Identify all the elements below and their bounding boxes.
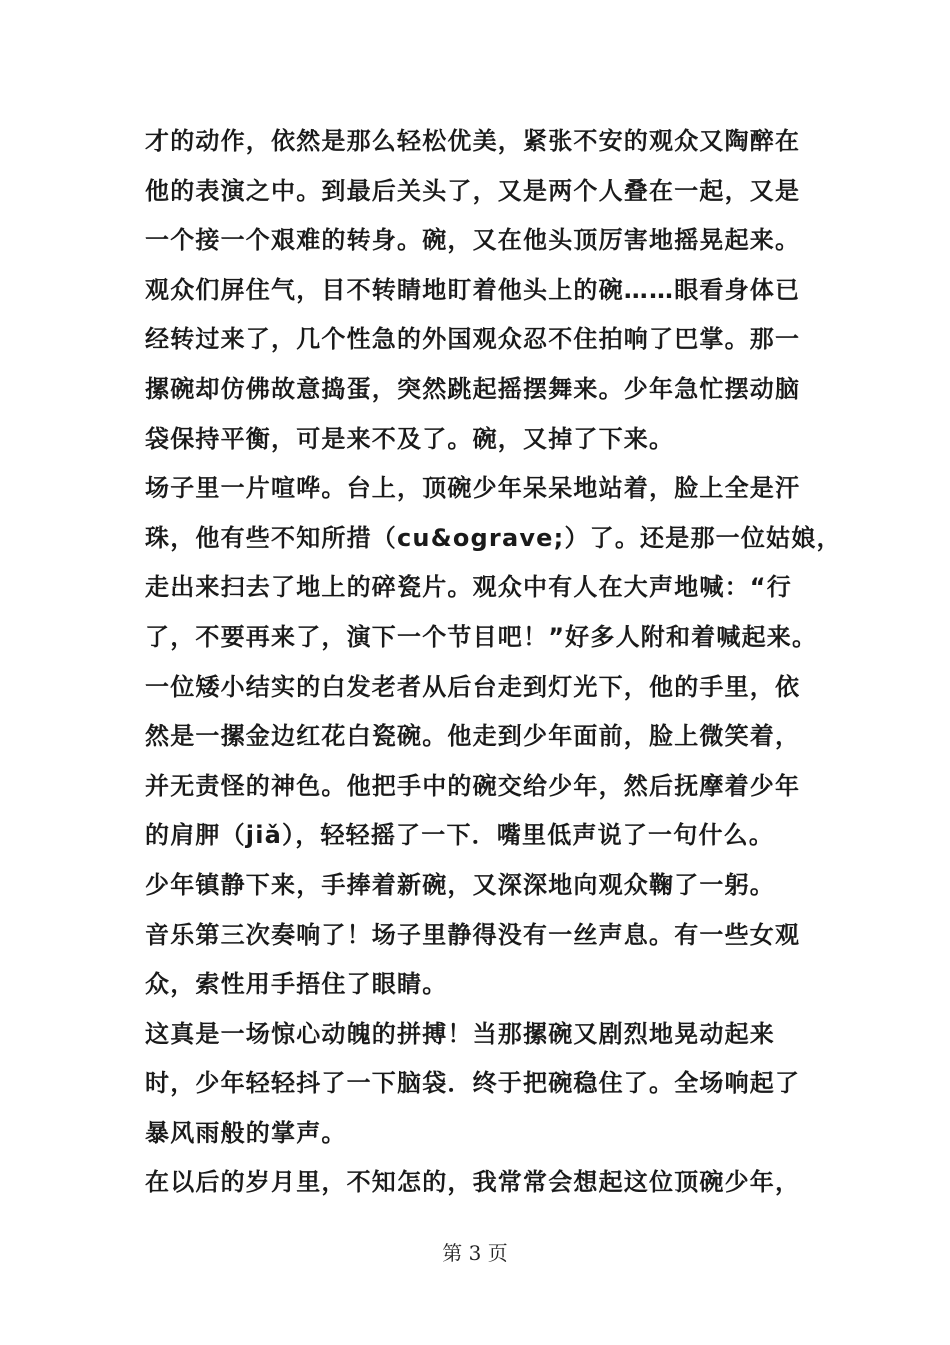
text-line: 他的表演之中。到最后关头了，又是两个人叠在一起，又是: [145, 176, 801, 205]
text-line: 场子里一片喧哗。台上，顶碗少年呆呆地站着，脸上全是汗: [145, 474, 801, 503]
text-line: 众，索性用手捂住了眼睛。: [145, 970, 448, 999]
text-line: 时，少年轻轻抖了一下脑袋．终于把碗稳住了。全场响起了: [145, 1069, 801, 1098]
text-line: 袋保持平衡，可是来不及了。碗，又掉了下来。: [145, 424, 675, 453]
body-text: [145, 117, 842, 1208]
text-line: 这真是一场惊心动魄的拼搏！当那摞碗又剧烈地晃动起来: [145, 1019, 775, 1048]
text-line: 摞碗却仿佛故意捣蛋，突然跳起摇摆舞来。少年急忙摆动脑: [145, 374, 801, 403]
text-line: 音乐第三次奏响了！场子里静得没有一丝声息。有一些女观: [145, 920, 801, 949]
text-line: 一个接一个艰难的转身。碗，又在他头顶厉害地摇晃起来。: [145, 226, 801, 255]
text-line: 的肩胛（jiǎ），轻轻摇了一下．嘴里低声说了一句什么。: [145, 821, 775, 850]
text-line: 珠，他有些不知所措（cu&ograve;）了。还是那一位姑娘，: [145, 523, 842, 552]
text-line: 暴风雨般的掌声。: [145, 1118, 347, 1147]
text-line: 了，不要再来了，演下一个节目吧！”好多人附和着喊起来。: [145, 622, 818, 651]
text-line: 在以后的岁月里，不知怎的，我常常会想起这位顶碗少年，: [145, 1168, 801, 1197]
text-line: 少年镇静下来，手捧着新碗，又深深地向观众鞠了一躬。: [145, 870, 775, 899]
text-line: 观众们屏住气，目不转睛地盯着他头上的碗……眼看身体已: [145, 275, 801, 304]
text-line: 一位矮小结实的白发老者从后台走到灯光下，他的手里，依: [145, 672, 801, 701]
text-line: 走出来扫去了地上的碎瓷片。观众中有人在大声地喊：“行: [145, 573, 792, 602]
text-line: 并无责怪的神色。他把手中的碗交给少年，然后抚摩着少年: [145, 771, 801, 800]
text-line: 经转过来了，几个性急的外国观众忍不住拍响了巴掌。那一: [145, 325, 801, 354]
page-number: 第 3 页: [442, 1241, 508, 1265]
text-line: 然是一摞金边红花白瓷碗。他走到少年面前，脸上微笑着，: [145, 722, 801, 751]
text-line: 才的动作，依然是那么轻松优美，紧张不安的观众又陶醉在: [145, 127, 801, 155]
